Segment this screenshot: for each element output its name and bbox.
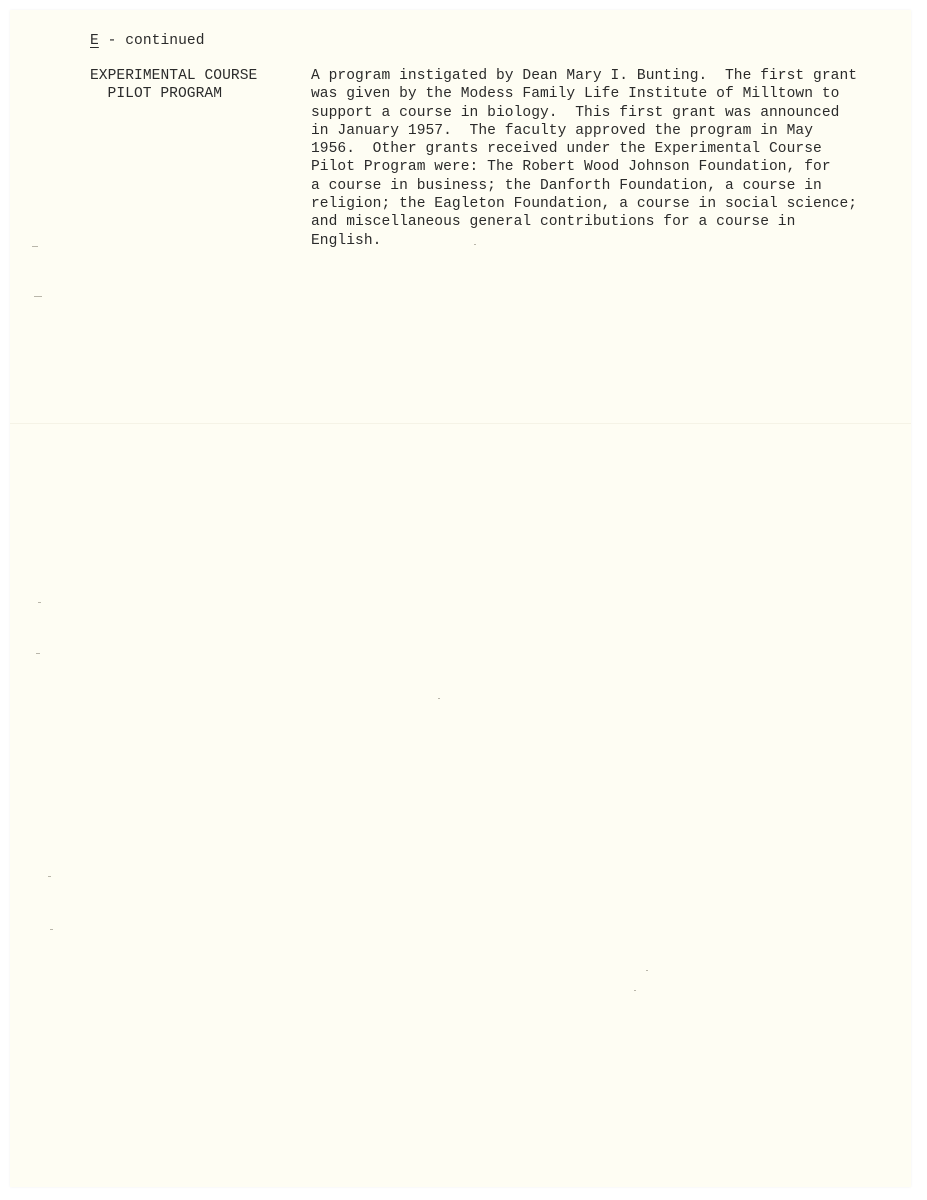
entry-line: 1956. Other grants received under the Experimental Course [311,141,822,158]
entry-line: A program instigated by Dean Mary I. Bunting. The first grant [311,68,858,84]
entry-line: in January 1957. The faculty approved the program in May [311,122,814,139]
entry-line: was given by the Modess Family Life Institute of Milltown to [311,86,840,103]
scan-speck [32,246,38,247]
scan-speck [48,876,51,877]
entry-description [311,67,901,250]
entry-term-line-2: PILOT PROGRAM [107,86,223,103]
section-letter: E [90,33,99,49]
entry-line: support a course in biology. This first grant was announced [311,104,840,121]
entry-line: religion; the Eagleton Foundation, a course in social science; [311,196,858,213]
scan-speck [34,296,42,297]
scan-speck [474,244,476,245]
scan-speck [36,653,40,654]
scan-speck [50,929,53,930]
scan-speck [634,990,636,991]
scan-speck [38,602,41,603]
scan-speck [646,970,648,971]
entry-line: a course in business; the Danforth Foundation, a course in [311,177,822,194]
document-page [10,10,911,1187]
entry-line: Pilot Program were: The Robert Wood Johnson Foundation, for [311,159,831,176]
section-heading [90,32,205,50]
entry-term-line-1: EXPERIMENTAL COURSE [90,68,258,84]
paper-fold-line [10,423,911,424]
entry-term [90,67,257,104]
entry-line: and miscellaneous general contributions for a course in [311,214,796,231]
entry-line: English. [311,232,382,249]
continued-label: - continued [98,33,205,49]
scan-speck [438,698,440,699]
